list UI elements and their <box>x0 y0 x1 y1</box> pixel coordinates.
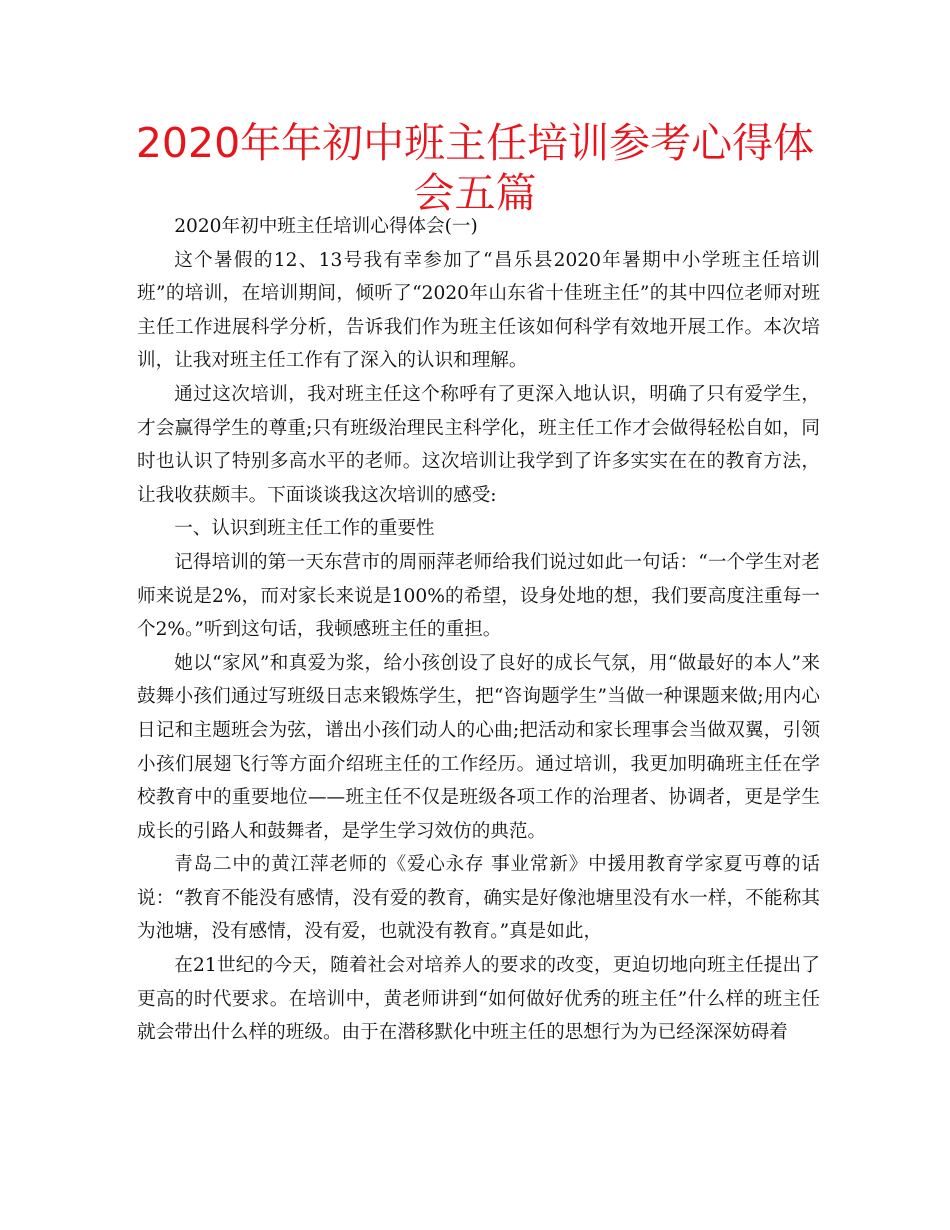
paragraph: 这个暑假的12、13号我有幸参加了“昌乐县2020年暑期中小学班主任培训班”的培训，在培训期间，倾听了“2020年山东省十佳班主任”的其中四位老师对班主任工作进展科学分析，告诉我们作为班主任该如何科学有效地开展工作。本次培训，让我对班主任工作有了深入的认识和理解。 <box>137 249 820 372</box>
section-heading: 2020年初中班主任培训心得体会(一) <box>174 216 478 237</box>
document-body <box>137 210 820 1050</box>
document-title: 2020年年初中班主任培训参考心得体会五篇 <box>135 119 815 217</box>
paragraph: 通过这次培训，我对班主任这个称呼有了更深入地认识，明确了只有爱学生，才会赢得学生的尊重;只有班级治理民主科学化，班主任工作才会做得轻松自如，同时也认识了特别多高水平的老师。这次培训让我学到了许多实实在在的教育方法，让我收获颇丰。下面谈谈我这次培训的感受: <box>137 383 820 506</box>
paragraph: 青岛二中的黄江萍老师的《爱心永存 事业常新》中援用教育学家夏丏尊的话说：“教育不能没有感情，没有爱的教育，确实是好像池塘里没有水一样，不能称其为池塘，没有感情，没有爱，也就没有教育。”真是如此， <box>137 854 820 943</box>
paragraph: 在21世纪的今天，随着社会对培养人的要求的改变，更迫切地向班主任提出了更高的时代要求。在培训中，黄老师讲到“如何做好优秀的班主任”什么样的班主任就会带出什么样的班级。由于在潜移默化中班主任的思想行为为已经深深妨碍着 <box>137 955 820 1044</box>
subsection-heading: 一、认识到班主任工作的重要性 <box>174 518 435 540</box>
paragraph: 记得培训的第一天东营市的周丽萍老师给我们说过如此一句话：“一个学生对老师来说是2%，而对家长来说是100%的希望，设身处地的想，我们要高度注重每一个2%。”听到这句话，我顿感班主任的重担。 <box>137 551 820 641</box>
paragraph: 她以“家风”和真爱为浆，给小孩创设了良好的成长气氛，用“做最好的本人”来鼓舞小孩们通过写班级日志来锻炼学生，把“咨询题学生”当做一种课题来做;用内心日记和主题班会为弦，谱出小孩们动人的心曲;把活动和家长理事会当做双翼，引领小孩们展翅飞行等方面介绍班主任的工作经历。通过培训，我更加明确班主任在学校教育中的重要地位——班主任不仅是班级各项工作的治理者、协调者，更是学生成长的引路人和鼓舞者，是学生学习效仿的典范。 <box>137 652 820 842</box>
